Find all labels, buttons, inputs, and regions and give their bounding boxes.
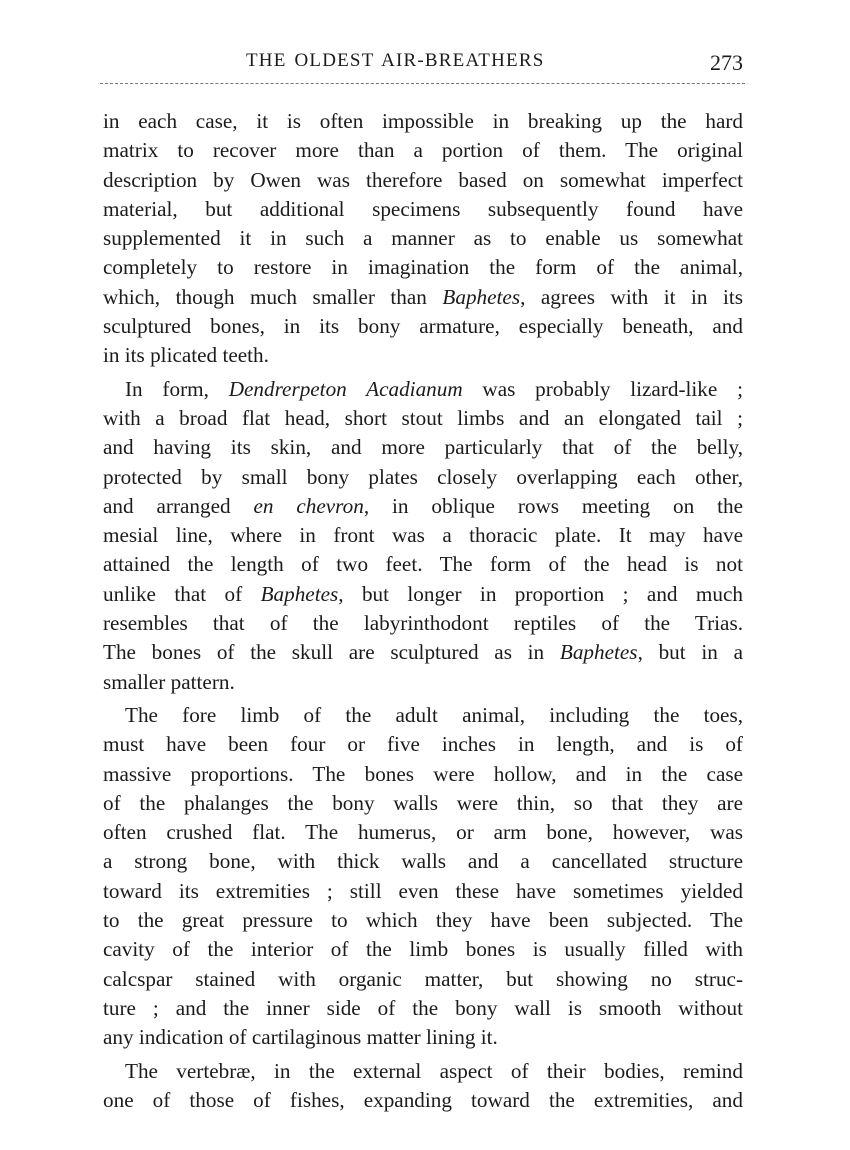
text-line: attained the length of two feet. The form of the head is not <box>103 552 743 577</box>
text-line: in its plicated teeth. <box>103 343 269 368</box>
text-line: and having its skin, and more particularly that of the belly, <box>103 435 743 460</box>
header-rule <box>100 83 745 84</box>
text-line: to the great pressure to which they have been subjected. The <box>103 908 743 933</box>
text-line: a strong bone, with thick walls and a cancellated structure <box>103 849 743 874</box>
text-line: resembles that of the labyrinthodont reptiles of the Trias. <box>103 611 743 636</box>
text-line: must have been four or five inches in length, and is of <box>103 732 743 757</box>
text-line: mesial line, where in front was a thoracic plate. It may have <box>103 523 743 548</box>
italic-term: Baphetes <box>442 284 521 309</box>
text-line: description by Owen was therefore based on somewhat imperfect <box>103 167 743 192</box>
paragraph <box>103 107 743 371</box>
text-line: in each case, it is often impossible in breaking up the hard <box>103 109 743 133</box>
text-line: of the phalanges the bony walls were thin, so that they are <box>103 790 743 815</box>
paragraph <box>103 375 743 697</box>
italic-term: Baphetes <box>260 581 339 606</box>
text-line: and arranged en chevron, in oblique rows meeting on the <box>103 493 743 518</box>
text-line: with a broad flat head, short stout limbs and an elongated tail ; <box>103 405 743 430</box>
text-line: smaller pattern. <box>103 669 235 694</box>
text-line: sculptured bones, in its bony armature, especially beneath, and <box>103 314 743 339</box>
text-line: supplemented it in such a manner as to enable us somewhat <box>103 226 743 251</box>
text-line: material, but additional specimens subsequently found have <box>103 196 743 221</box>
text-line: The bones of the skull are sculptured as in Baphetes, but in a <box>103 640 743 665</box>
text-line: unlike that of Baphetes, but longer in proportion ; and much <box>103 581 743 606</box>
italic-term: Dendrerpeton Acadianum <box>228 376 463 401</box>
italic-term: Baphetes <box>559 640 638 665</box>
paragraph <box>103 1057 743 1116</box>
text-line: often crushed flat. The humerus, or arm bone, however, was <box>103 820 743 845</box>
paragraph <box>103 701 743 1053</box>
text-line: massive proportions. The bones were hollow, and in the case <box>103 761 743 786</box>
text-line: In form, Dendrerpeton Acadianum was probably lizard-like ; <box>125 376 743 401</box>
italic-term: en chevron <box>253 493 364 518</box>
text-line: The vertebræ, in the external aspect of their bodies, remind <box>125 1058 743 1083</box>
body-text <box>103 107 743 1115</box>
text-line: toward its extremities ; still even these have sometimes yielded <box>103 878 743 903</box>
text-line: cavity of the interior of the limb bones is usually filled with <box>103 937 743 962</box>
text-line: The fore limb of the adult animal, including the toes, <box>125 702 743 727</box>
text-line: matrix to recover more than a portion of them. The original <box>103 138 743 163</box>
text-line: calcspar stained with organic matter, but showing no struc- <box>103 966 743 991</box>
text-line: one of those of fishes, expanding toward the extremities, and <box>103 1087 743 1112</box>
text-line: any indication of cartilaginous matter lining it. <box>103 1025 498 1050</box>
text-line: protected by small bony plates closely overlapping each other, <box>103 464 743 489</box>
text-line: which, though much smaller than Baphetes, agrees with it in its <box>103 284 744 309</box>
text-line: completely to restore in imagination the form of the animal, <box>103 255 743 280</box>
running-title: THE OLDEST AIR-BREATHERS <box>246 50 545 71</box>
text-line: ture ; and the inner side of the bony wall is smooth without <box>103 995 743 1020</box>
page-header <box>100 46 745 82</box>
page-number: 273 <box>710 50 743 75</box>
